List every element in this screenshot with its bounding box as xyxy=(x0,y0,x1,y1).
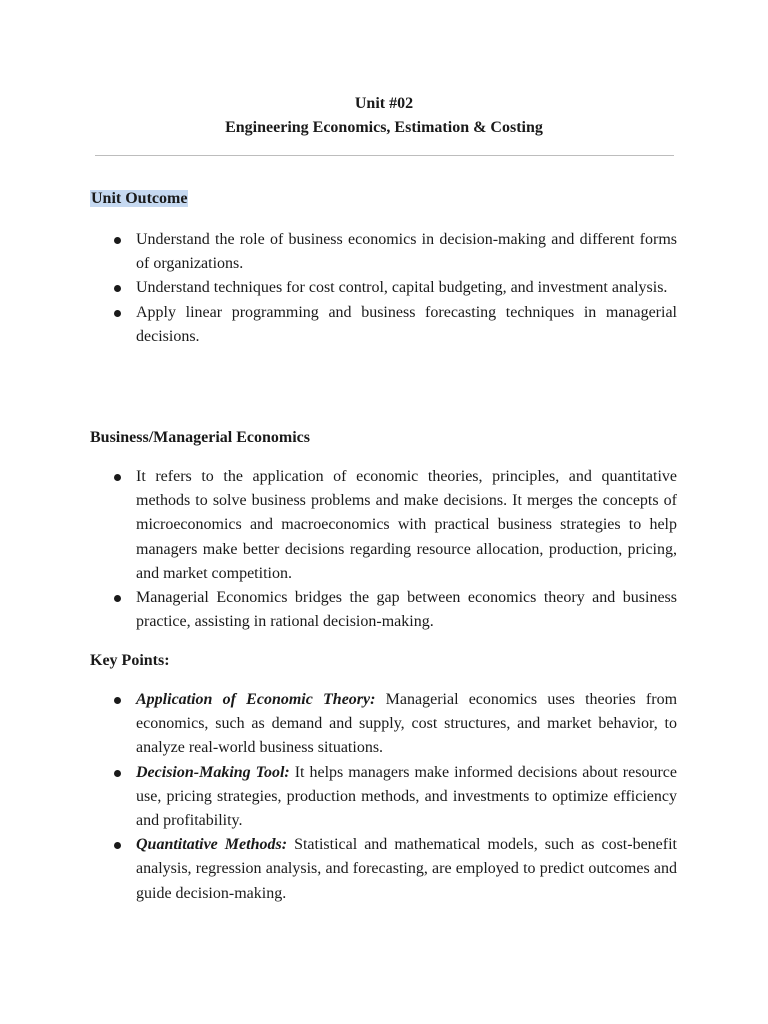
list-item: Understand the role of business economics in decision-making and different forms of organizations. xyxy=(136,228,677,276)
key-point-text: Statistical and mathematical models, such as cost-benefit analysis, regression analysis, and forecasting, are employed to predict outcomes and guide decision-making. xyxy=(136,836,678,902)
managerial-economics-list xyxy=(0,465,768,634)
list-item: Understand techniques for cost control, capital budgeting, and investment analysis. xyxy=(136,276,677,300)
list-item xyxy=(136,688,677,761)
list-item: Apply linear programming and business forecasting techniques in managerial decisions. xyxy=(136,301,677,349)
list-item xyxy=(136,761,677,834)
unit-title: Engineering Economics, Estimation & Costing xyxy=(225,119,543,136)
key-point-term: Quantitative Methods: xyxy=(136,836,288,854)
managerial-economics-heading: Business/Managerial Economics xyxy=(90,429,311,446)
key-point-text: It helps managers make informed decisions about resource use, pricing strategies, production methods, and investments to optimize efficiency and profitability. xyxy=(136,763,677,830)
unit-outcome-heading-text[interactable]: Unit Outcome xyxy=(91,190,188,207)
title-block xyxy=(0,92,768,140)
list-item: Managerial Economics bridges the gap between economics theory and business practice, assisting in rational decision-making. xyxy=(136,586,677,634)
key-points-list xyxy=(0,688,768,906)
unit-number: Unit #02 xyxy=(354,95,414,112)
list-item xyxy=(136,833,677,906)
key-point-term: Decision-Making Tool: xyxy=(136,763,290,781)
list-item: It refers to the application of economic theories, principles, and quantitative methods to solve business problems and make decisions. It merges the concepts of microeconomics and macroeconomics with practical business strategies to help managers make better decisions regarding resource allocation, production, pricing, and market competition. xyxy=(136,465,677,586)
key-point-text: Managerial economics uses theories from economics, such as demand and supply, cost structures, and market behavior, to analyze real-world business situations. xyxy=(136,691,678,757)
unit-outcome-heading xyxy=(90,188,188,210)
unit-outcome-list xyxy=(0,228,768,349)
key-point-term: Application of Economic Theory: xyxy=(136,691,376,708)
key-points-heading: Key Points: xyxy=(90,652,170,669)
horizontal-divider xyxy=(95,155,674,156)
